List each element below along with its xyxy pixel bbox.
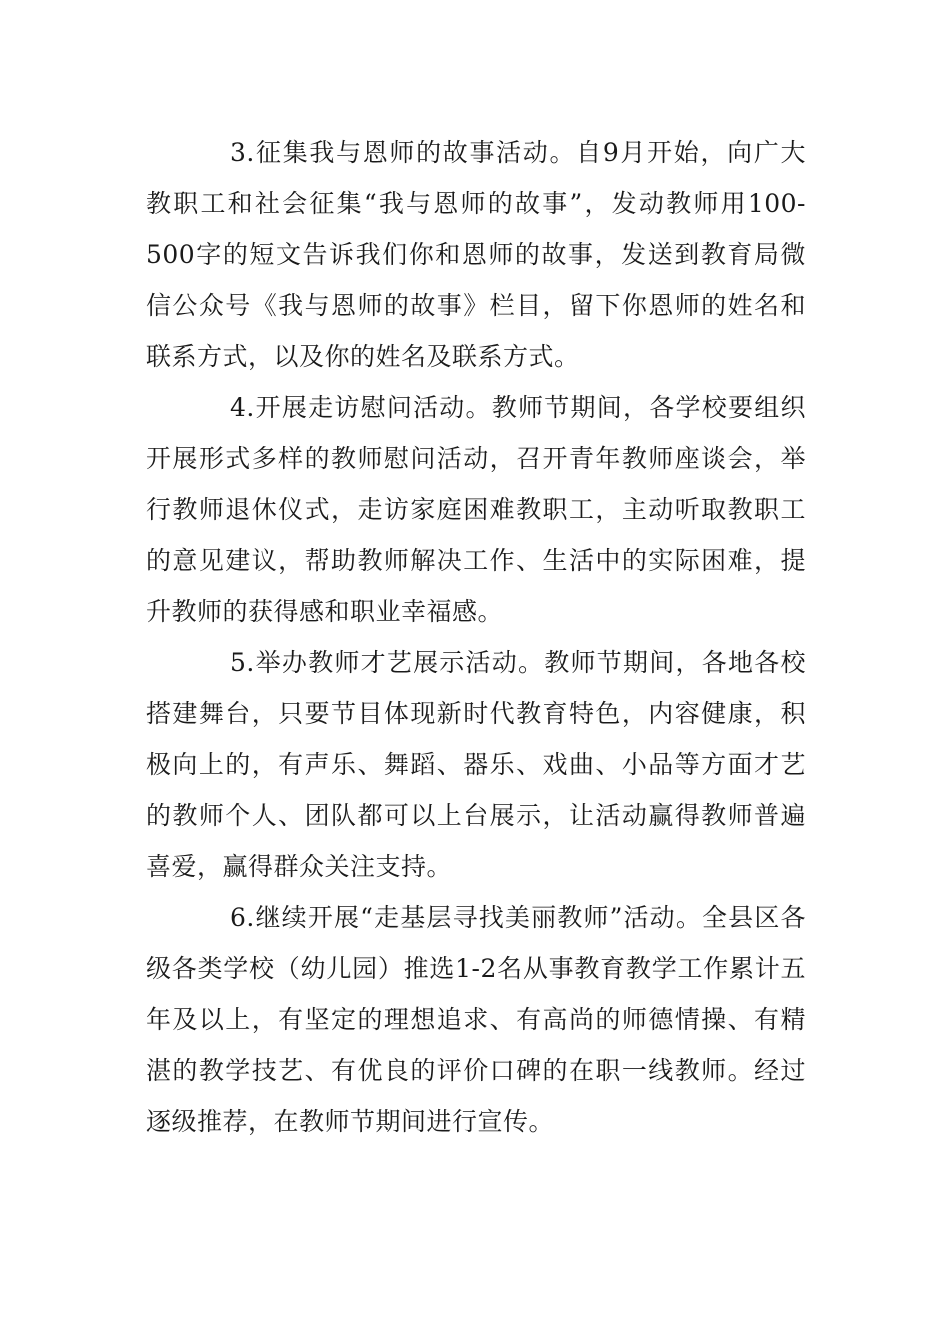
paragraph-item-4: 4.开展走访慰问活动。教师节期间，各学校要组织开展形式多样的教师慰问活动，召开青年教师座谈会，举行教师退休仪式，走访家庭困难教职工，主动听取教职工的意见建议，帮助教师解决工作、生活中的实际困难，提升教师的获得感和职业幸福感。 [146,393,806,626]
paragraph-item-6: 6.继续开展“走基层寻找美丽教师”活动。全县区各级各类学校（幼儿园）推选1-2名从事教育教学工作累计五年及以上，有坚定的理想追求、有高尚的师德情操、有精湛的教学技艺、有优良的评价口碑的在职一线教师。经过逐级推荐，在教师节期间进行宣传。 [146,903,806,1136]
paragraph-item-5: 5.举办教师才艺展示活动。教师节期间，各地各校搭建舞台，只要节目体现新时代教育特色，内容健康，积极向上的，有声乐、舞蹈、器乐、戏曲、小品等方面才艺的教师个人、团队都可以上台展示，让活动赢得教师普遍喜爱，赢得群众关注支持。 [146,648,806,881]
paragraph-item-3: 3.征集我与恩师的故事活动。自9月开始，向广大教职工和社会征集“我与恩师的故事”，发动教师用100-500字的短文告诉我们你和恩师的故事，发送到教育局微信公众号《我与恩师的故事》栏目，留下你恩师的姓名和联系方式，以及你的姓名及联系方式。 [146,138,806,371]
